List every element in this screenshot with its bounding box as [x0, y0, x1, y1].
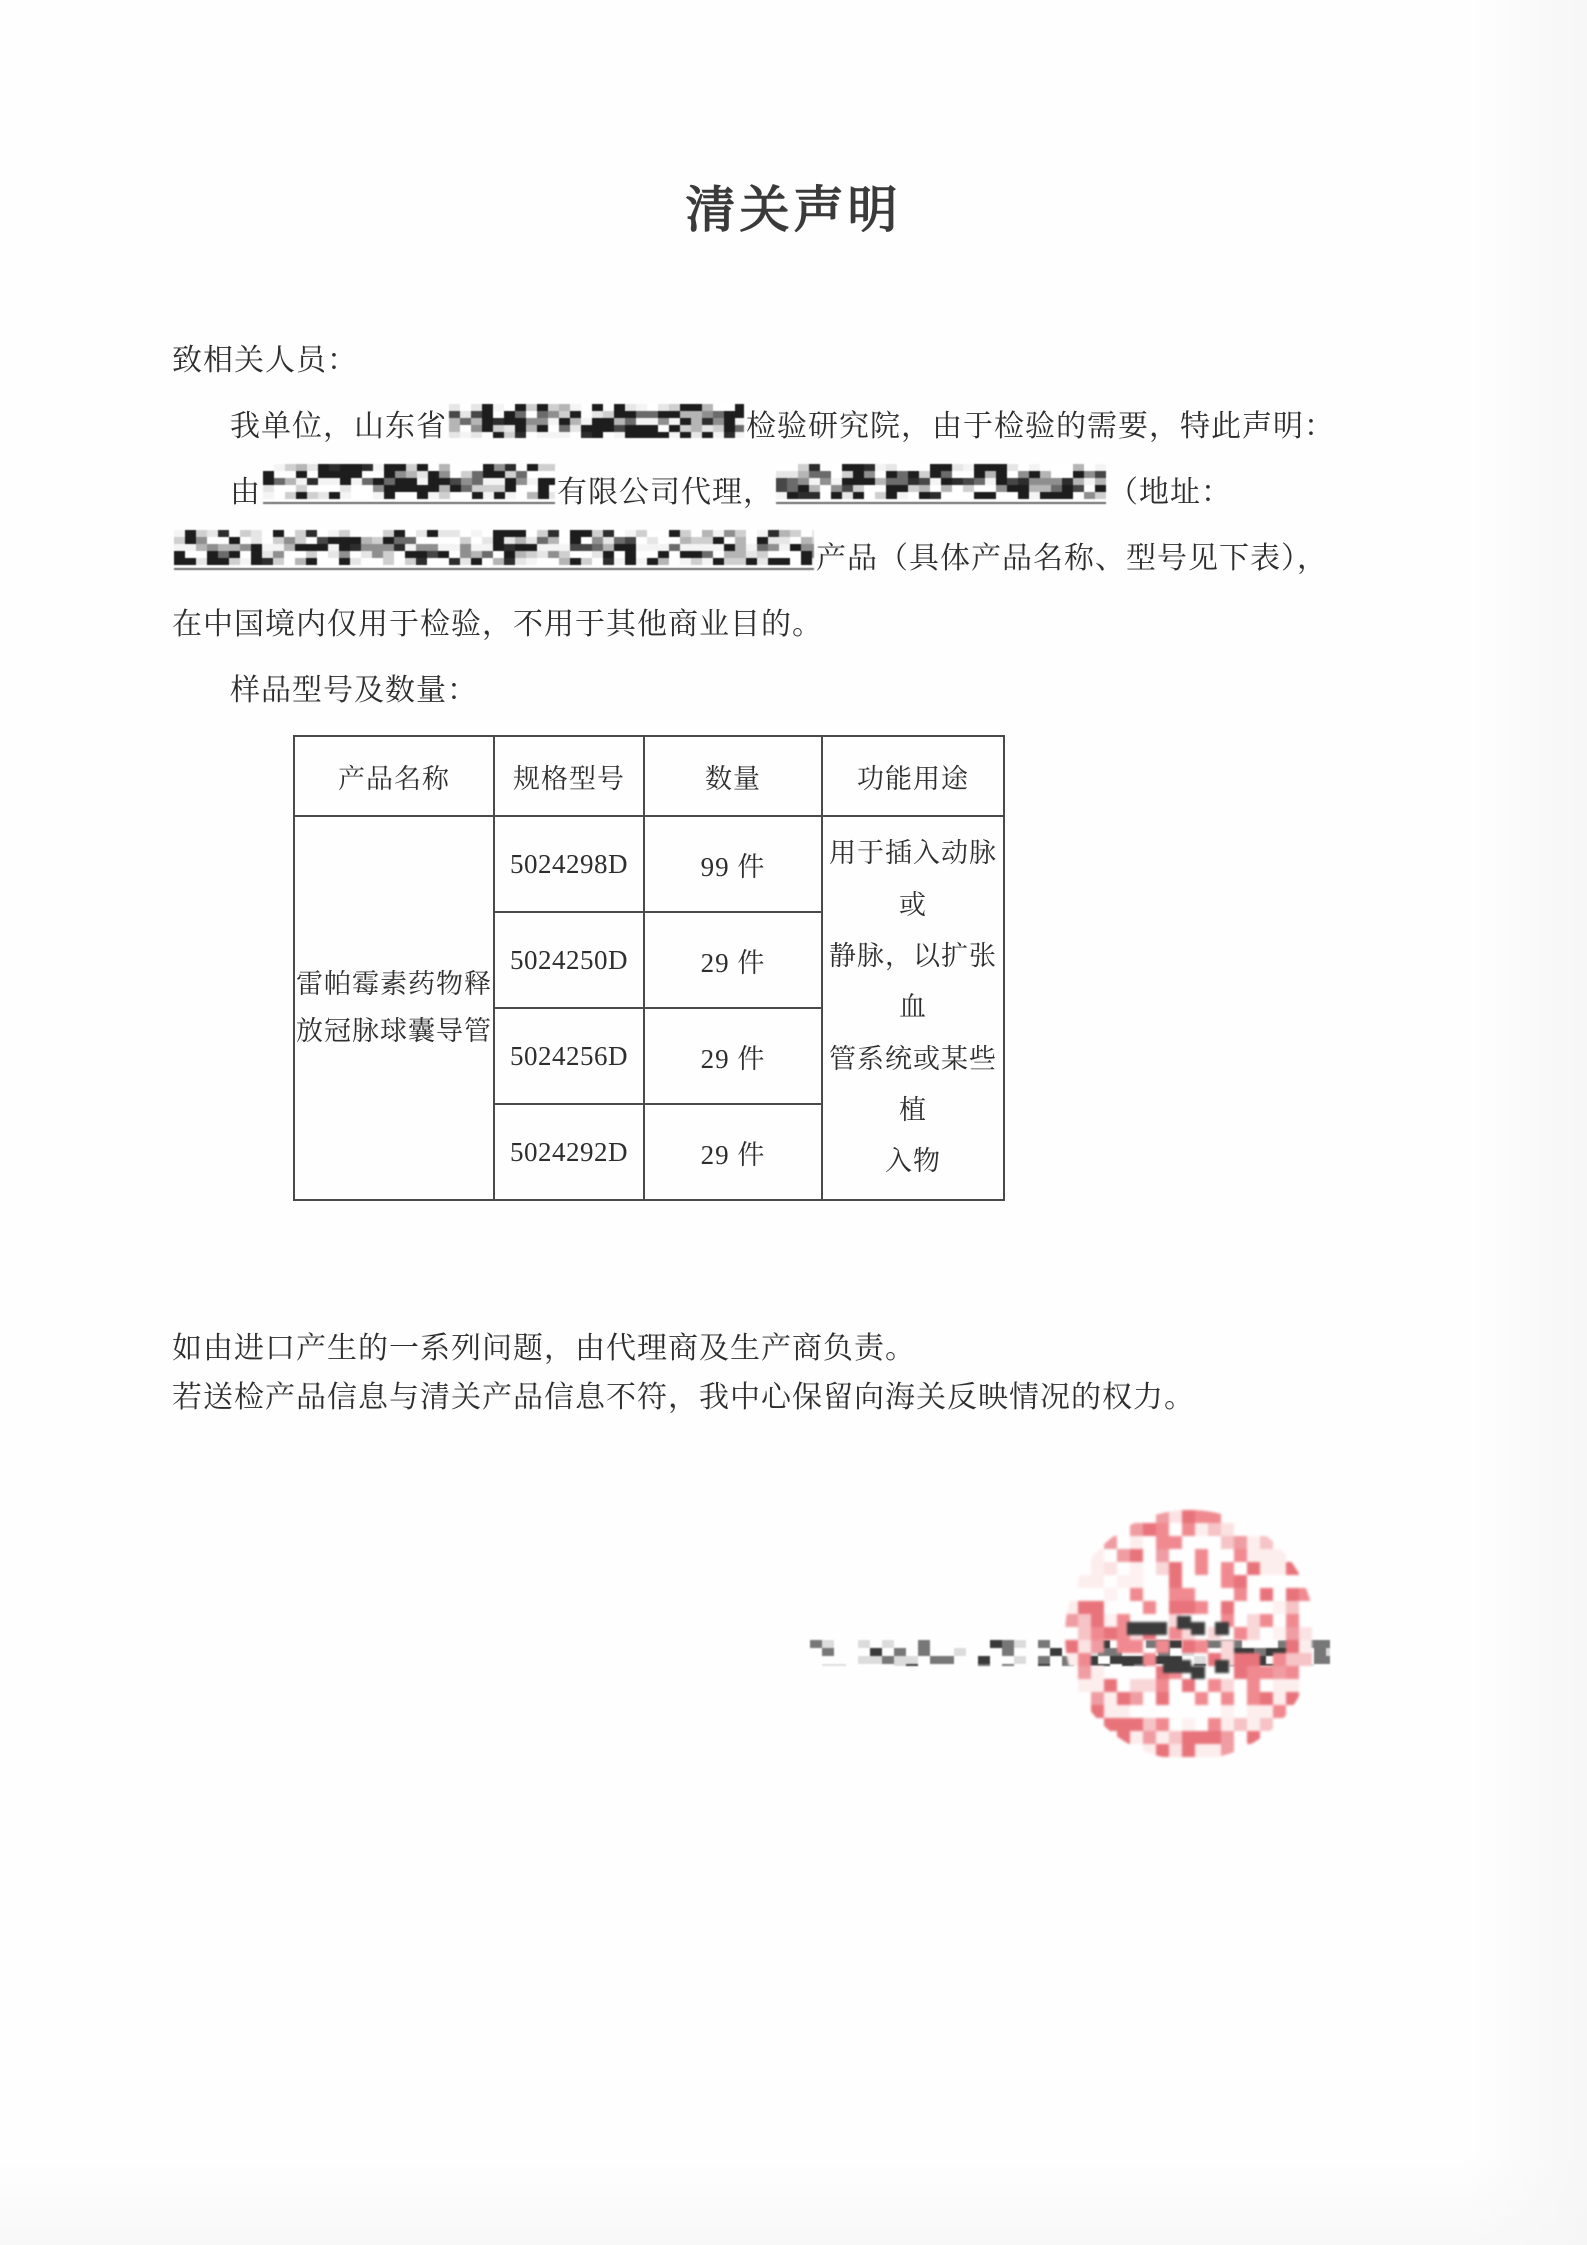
- cell-model: 5024292D: [494, 1104, 644, 1200]
- function-use-line-2: 静脉，以扩张血: [829, 941, 997, 1023]
- paragraph-2-suffix: （地址：: [1108, 476, 1232, 509]
- paragraph-1-prefix: 我单位，山东省: [230, 410, 447, 443]
- cell-function-use: [822, 816, 1004, 1200]
- paragraph-3-suffix: 产品（具体产品名称、型号见下表），: [816, 542, 1328, 575]
- redacted-official-seal-icon: [1065, 1510, 1315, 1760]
- function-use-line-4: 入物: [885, 1146, 941, 1177]
- product-name-line-2: 放冠脉球囊导管: [296, 1016, 492, 1046]
- body-text: [172, 310, 1397, 706]
- paragraph-5-text: 样品型号及数量：: [230, 674, 478, 707]
- cell-product-name: [294, 816, 494, 1200]
- paragraph-2-mid: 有限公司代理，: [557, 476, 774, 509]
- table-header-quantity: 数量: [644, 736, 822, 816]
- redacted-manufacturer: [776, 464, 1106, 504]
- sample-spec-table-wrapper: [293, 735, 995, 1201]
- table-header-row: [294, 736, 1004, 816]
- seal-and-signature-area: [810, 1490, 1370, 1810]
- redacted-institution-name: [449, 404, 744, 438]
- function-use-line-1: 用于插入动脉或: [829, 838, 997, 920]
- function-use-line-3: 管系统或某些植: [829, 1043, 997, 1125]
- table-row: [294, 816, 1004, 912]
- cell-quantity: 29 件: [644, 1104, 822, 1200]
- table-header-product-name: 产品名称: [294, 736, 494, 816]
- scan-edge-shading: [1467, 0, 1587, 2245]
- paragraph-line-2: [172, 442, 1397, 508]
- paragraph-line-3: [172, 508, 1397, 574]
- footer-line-1: 如由进口产生的一系列问题，由代理商及生产商负责。: [172, 1332, 916, 1365]
- table-header-function: 功能用途: [822, 736, 1004, 816]
- paragraph-line-4: [172, 574, 1397, 640]
- paragraph-2-prefix: 由: [230, 476, 261, 509]
- cell-model: 5024298D: [494, 816, 644, 912]
- paragraph-4-text: 在中国境内仅用于检验，不用于其他商业目的。: [172, 608, 823, 641]
- scan-bottom-shading: [0, 2155, 1587, 2245]
- cell-quantity: 29 件: [644, 912, 822, 1008]
- paragraph-line-5: [172, 640, 1397, 706]
- footer-text: [172, 1325, 1422, 1422]
- table-header-model: 规格型号: [494, 736, 644, 816]
- product-name-line-1: 雷帕霉素药物释: [296, 968, 492, 999]
- page-title: 清关声明: [685, 182, 902, 238]
- redacted-agent-company: [263, 464, 555, 504]
- cell-quantity: 29 件: [644, 1008, 822, 1104]
- paragraph-1-suffix: 检验研究院，由于检验的需要，特此声明：: [746, 410, 1335, 443]
- salutation-line: [172, 310, 1397, 376]
- salutation-text: 致相关人员：: [172, 344, 358, 377]
- redacted-address: [174, 530, 814, 570]
- cell-model: 5024256D: [494, 1008, 644, 1104]
- sample-spec-table: [293, 735, 1005, 1201]
- cell-quantity: 99 件: [644, 816, 822, 912]
- footer-line-2: 若送检产品信息与清关产品信息不符，我中心保留向海关反映情况的权力。: [172, 1380, 1195, 1414]
- cell-model: 5024250D: [494, 912, 644, 1008]
- paragraph-line-1: [172, 376, 1397, 442]
